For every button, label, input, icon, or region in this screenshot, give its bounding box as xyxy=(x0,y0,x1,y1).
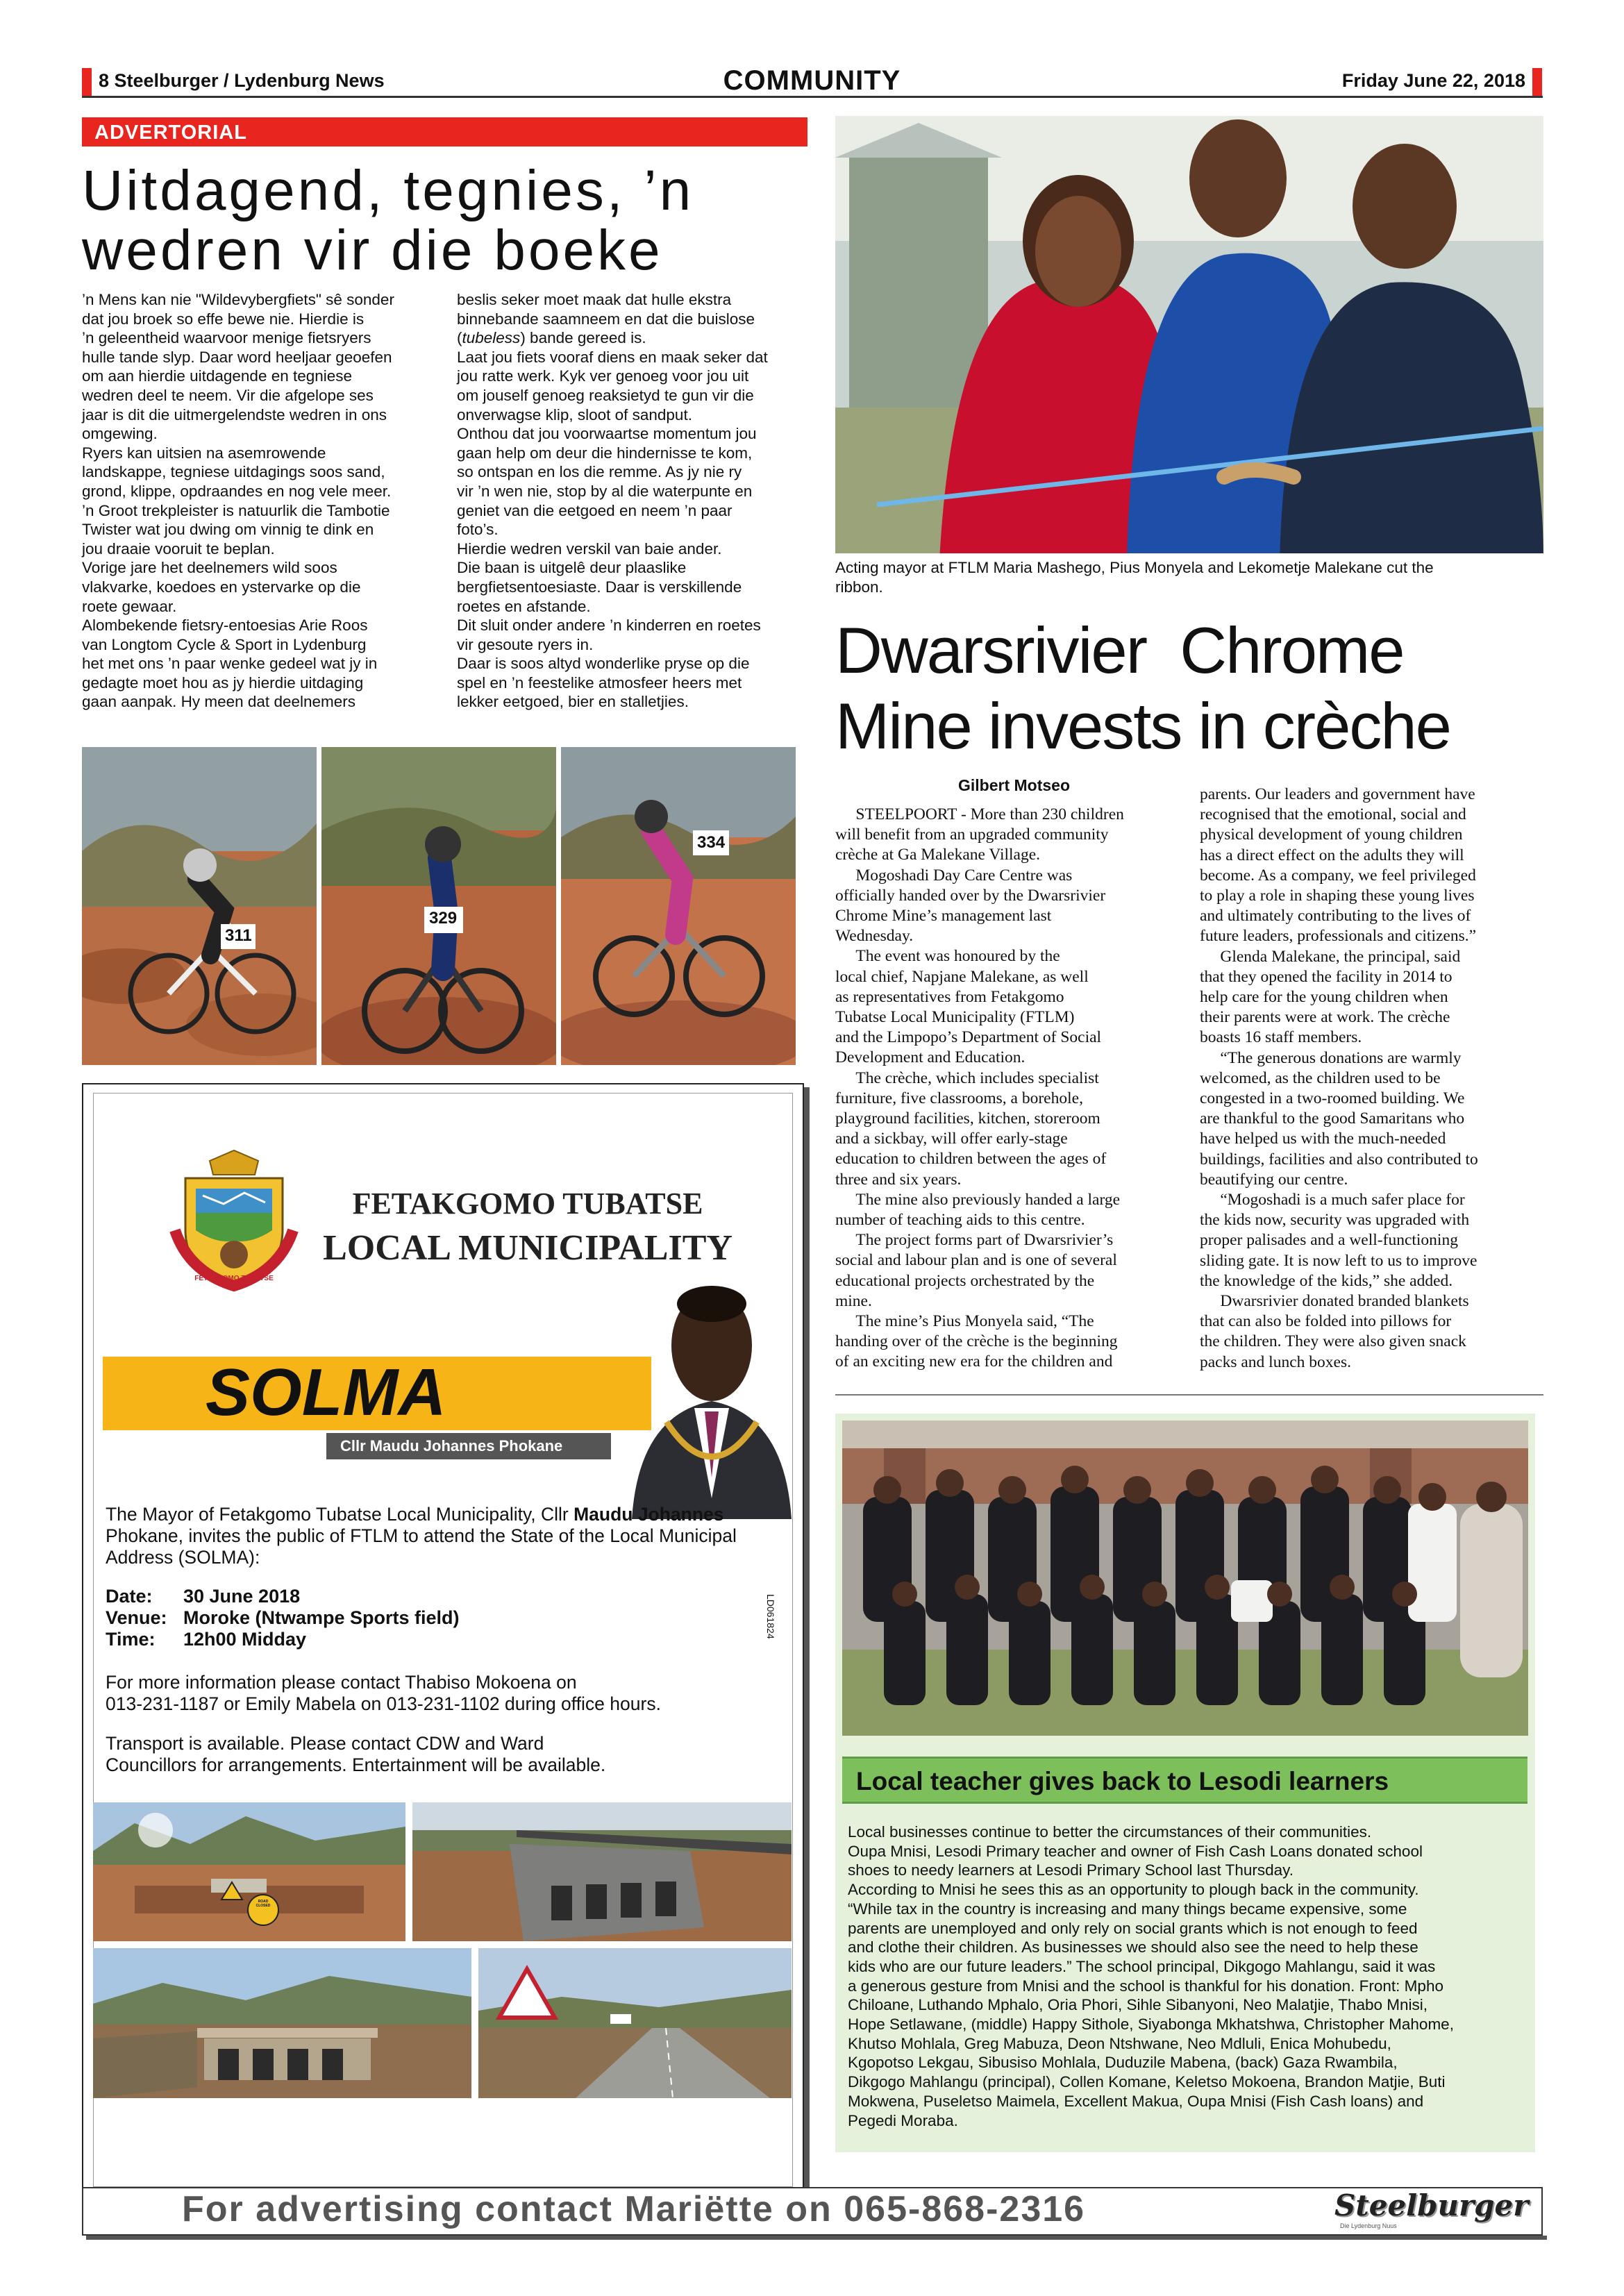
lesodi-headline: Local teacher gives back to Lesodi learners xyxy=(856,1767,1389,1795)
advertorial-headline-line1: Uitdagend, tegnies, ’n xyxy=(82,159,694,222)
municipality-crest xyxy=(161,1147,307,1293)
creche-byline: Gilbert Motseo xyxy=(957,776,1070,794)
creche-bottom-rule xyxy=(835,1394,1543,1396)
ribbon-photo-caption: Acting mayor at FTLM Maria Mashego, Pius Monyela and Lekometje Malekane cut the ribbon. xyxy=(835,559,1434,596)
road-photo-3 xyxy=(93,1948,471,2098)
crest-motto: FETAKGOMO TUBATSE xyxy=(194,1275,274,1282)
footer-advert-contact: For advertising contact Mariëtte on 065-868-2316 xyxy=(182,2189,1086,2229)
steelburger-logo-subtitle: Die Lydenburg Nuus xyxy=(1340,2222,1397,2229)
steelburger-logo-text: Steelburger xyxy=(1334,2188,1529,2222)
cyclist-photo-2 xyxy=(321,747,556,1065)
race-number-3: 334 xyxy=(697,833,726,852)
header-rule xyxy=(82,96,1543,98)
councillor-name: Cllr Maudu Johannes Phokane xyxy=(340,1437,563,1455)
advertorial-col2-b: ) bande gereed is. Laat jou fiets vooraf diens en maak seker dat jou ratte werk. Kyk ver genoeg voor jou uit om jouself genoeg reaksietyd te gun vir die onverwagse klip, sloot of sandput. Onthou dat jou voorwaartse momentum jou gaan help om deur die hindernisse te kom, so ontspan en los die remme. As jy nie ry vir ’n wen nie, stop by al die waterpunte en geniet van die eetgoed en neem ’n paar foto’s. Hierdie wedren verskil van baie ander. Die baan is uitgelê deur plaaslike bergfietsentoesiaste. Daar is verskillende roetes en afstande. Dit sluit onder andere ’n kinderren en roetes vir gesoute ryers in. Daar is soos altyd wonderlike pryse op die spel en ’n feestelike atmosfeer heers met lekker eetgoed, bier en stalletjies. xyxy=(457,329,768,711)
time-value: 12h00 Midday xyxy=(183,1629,307,1650)
date-value: 30 June 2018 xyxy=(183,1586,301,1607)
municipality-name-line1: FETAKGOMO TUBATSE xyxy=(352,1187,703,1221)
advertorial-headline-line2: wedren vir die boeke xyxy=(82,219,663,282)
creche-col1: STEELPOORT - More than 230 children will benefit from an upgraded community crèche at Ga Malekane Village. Mogoshadi Day Care Centre was officially handed over by the Dwarsrivier Chrome Mine’s management last Wednesday. The event was honoured by the local chief, Napjane Malekane, as well as representatives from Fetakgomo Tubatse Local Municipality (FTLM) and the Limpopo’s Department of Social Development and Education. The crèche, which includes specialist furniture, five classrooms, a borehole, playground facilities, kitchen, storeroom and a sickbay, will offer early-stage education to children between the ages of three and six years. The mine also previously handed a large number of teaching aids to this centre. The project forms part of Dwarsrivier’s social and labour plan and is one of several educational projects orchestrated by the mine. The mine’s Pius Monyela said, “The handing over of the crèche is the beginning of an exciting new era for the children and xyxy=(835,805,1124,1371)
race-number-1: 311 xyxy=(225,926,252,945)
footer-shadow xyxy=(86,2236,1547,2240)
header-page-label: 8 Steelburger / Lydenburg News xyxy=(99,70,385,91)
invite-text-a: The Mayor of Fetakgomo Tubatse Local Municipality, Cllr xyxy=(106,1504,574,1525)
road-photo-1 xyxy=(93,1802,405,1941)
advertorial-col2-italic: tubeless xyxy=(462,329,521,347)
advertorial-tag xyxy=(82,117,807,146)
creche-headline-line2: Mine invests in crèche xyxy=(835,689,1450,762)
advertorial-col1: ’n Mens kan nie "Wildevybergfiets" sê sonder dat jou broek so effe bewe nie. Hierdie is ’n geleentheid waarvoor menige fietsryers hulle tande slyp. Daar word heeljaar geoefen om aan hierdie uitdagende en tegniese wedren deel te neem. Vir die afgelope ses jaar is dit die uitmergelendste wedren in ons omgewing. Ryers kan uitsien na asemrowende landskappe, tegniese uitdagings soos sand, grond, klippe, opdraandes en nog vele meer. ’n Groot trekpleister is natuurlik die Tambotie Twister wat jou dwing om vinnig te dink en jou draaie vooruit te beplan. Vorige jare het deelnemers wild soos vlakvarke, koedoes en ystervarke op die roete gewaar. Alombekende fietsry-entoesias Arie Roos van Longtom Cycle & Sport in Lydenburg het met ons ’n paar wenke gedeel wat jy in gedagte moet hou as jy hierdie uitdaging gaan aanpak. Hy meen dat deelnemers xyxy=(82,291,394,711)
ribbon-cutting-photo xyxy=(835,116,1543,553)
time-label: Time: xyxy=(106,1629,156,1650)
advertorial-col2 xyxy=(457,290,818,712)
ad-transport-info: Transport is available. Please contact CDW and Ward Councillors for arrangements. Entertainment will be available. xyxy=(106,1733,606,1775)
ad-code: LD061824 xyxy=(765,1594,776,1639)
cyclist-photo-1 xyxy=(82,747,317,1065)
creche-headline-line1: Dwarsrivier Chrome xyxy=(835,614,1404,687)
solma-title: SOLMA xyxy=(206,1355,446,1430)
mayor-portrait xyxy=(625,1269,798,1519)
venue-label: Venue: xyxy=(106,1607,167,1628)
road-photo-4 xyxy=(478,1948,792,2098)
race-number-2: 329 xyxy=(429,909,458,928)
event-details xyxy=(106,1586,460,1650)
invite-mayor-name: Maudu Johannes xyxy=(574,1504,724,1525)
cyclist-photo-3 xyxy=(561,747,796,1065)
road-photo-2 xyxy=(412,1802,792,1941)
road-closed-sign: ROAD CLOSED xyxy=(256,1900,271,1908)
header-right-marker xyxy=(1532,68,1542,96)
ad-invitation xyxy=(106,1504,772,1568)
lesodi-body: Local businesses continue to better the circumstances of their communities. Oupa Mnisi, Lesodi Primary teacher and owner of Fish Cash Loans donated school shoes to needy learners at Lesodi Primary School last Thursday. According to Mnisi he sees this as an opportunity to plough back in the community. “While tax in the country is increasing and many things became expensive, some parents are unemployed and only rely on social grants which is not enough to feed and clothe their children. As businesses we should also see the need to help these kids who are our future leaders.” The school principal, Dikgogo Mahlangu, said it was a generous gesture from Mnisi and the school is thankful for his donation. Front: Mpho Chiloane, Luthando Mphalo, Oria Phori, Sihle Sibanyoni, Neo Malatjie, Thabo Mnisi, Hope Setlawane, (middle) Happy Sithole, Siyabonga Mkhatshwa, Christopher Mahome, Khutso Mohlala, Greg Mabuza, Deon Ntshwane, Neo Mdluli, Enica Mohubedu, Kgopotso Lekgau, Sibusiso Mohlala, Duduzile Mabena, (back) Gaza Rwambila, Dikgogo Mahlangu (principal), Collen Komane, Keletso Mokoena, Brandon Matjie, Buti Mokwena, Puseletso Maimela, Excellent Makua, Oupa Mnisi (Fish Cash loans) and Pegedi Moraba. xyxy=(848,1823,1454,2129)
ad-contact-info: For more information please contact Thabiso Mokoena on 013-231-1187 or Emily Mabela on 013-231-1102 during office hours. xyxy=(106,1672,661,1714)
creche-headline xyxy=(835,612,1550,764)
date-label: Date: xyxy=(106,1586,153,1607)
advertorial-headline xyxy=(82,161,811,280)
venue-value: Moroke (Ntwampe Sports field) xyxy=(183,1607,460,1628)
lesodi-group-photo xyxy=(842,1421,1528,1736)
header-section-title: COMMUNITY xyxy=(723,65,901,96)
municipality-name-line2: LOCAL MUNICIPALITY xyxy=(323,1228,733,1268)
steelburger-logo xyxy=(1330,2188,1532,2231)
invite-text-b: Phokane, invites the public of FTLM to attend the State of the Local Municipal Address (SOLMA): xyxy=(106,1525,737,1568)
advertorial-col2-a: beslis seker moet maak dat hulle ekstra binnebande saamneem en dat die buislose ( xyxy=(457,291,755,347)
advertorial-tag-label: ADVERTORIAL xyxy=(94,121,247,144)
creche-col2: parents. Our leaders and government have recognised that the emotional, social and physical development of young children has a direct effect on the adults they will become. As a company, we feel privileged to play a role in shaping these young lives and ultimately contributing to the lives of future leaders, professionals and citizens.” Glenda Malekane, the principal, said that they opened the facility in 2014 to help care for the young children when their parents were at work. The crèche boasts 16 staff members. “The generous donations are warmly welcomed, as the children used to be congested in a two-roomed building. We are thankful to the good Samaritans who have helped us with the much-needed buildings, facilities and also contributed to beautifying our centre. “Mogoshadi is a much safer place for the kids now, security was upgraded with proper palisades and a well-functioning sliding gate. It is now left to us to improve the knowledge of the kids,” she added. Dwarsrivier donated branded blankets that can also be folded into pillows for the children. They were also given snack packs and lunch boxes. xyxy=(1200,785,1478,1371)
header-date: Friday June 22, 2018 xyxy=(1341,70,1525,91)
